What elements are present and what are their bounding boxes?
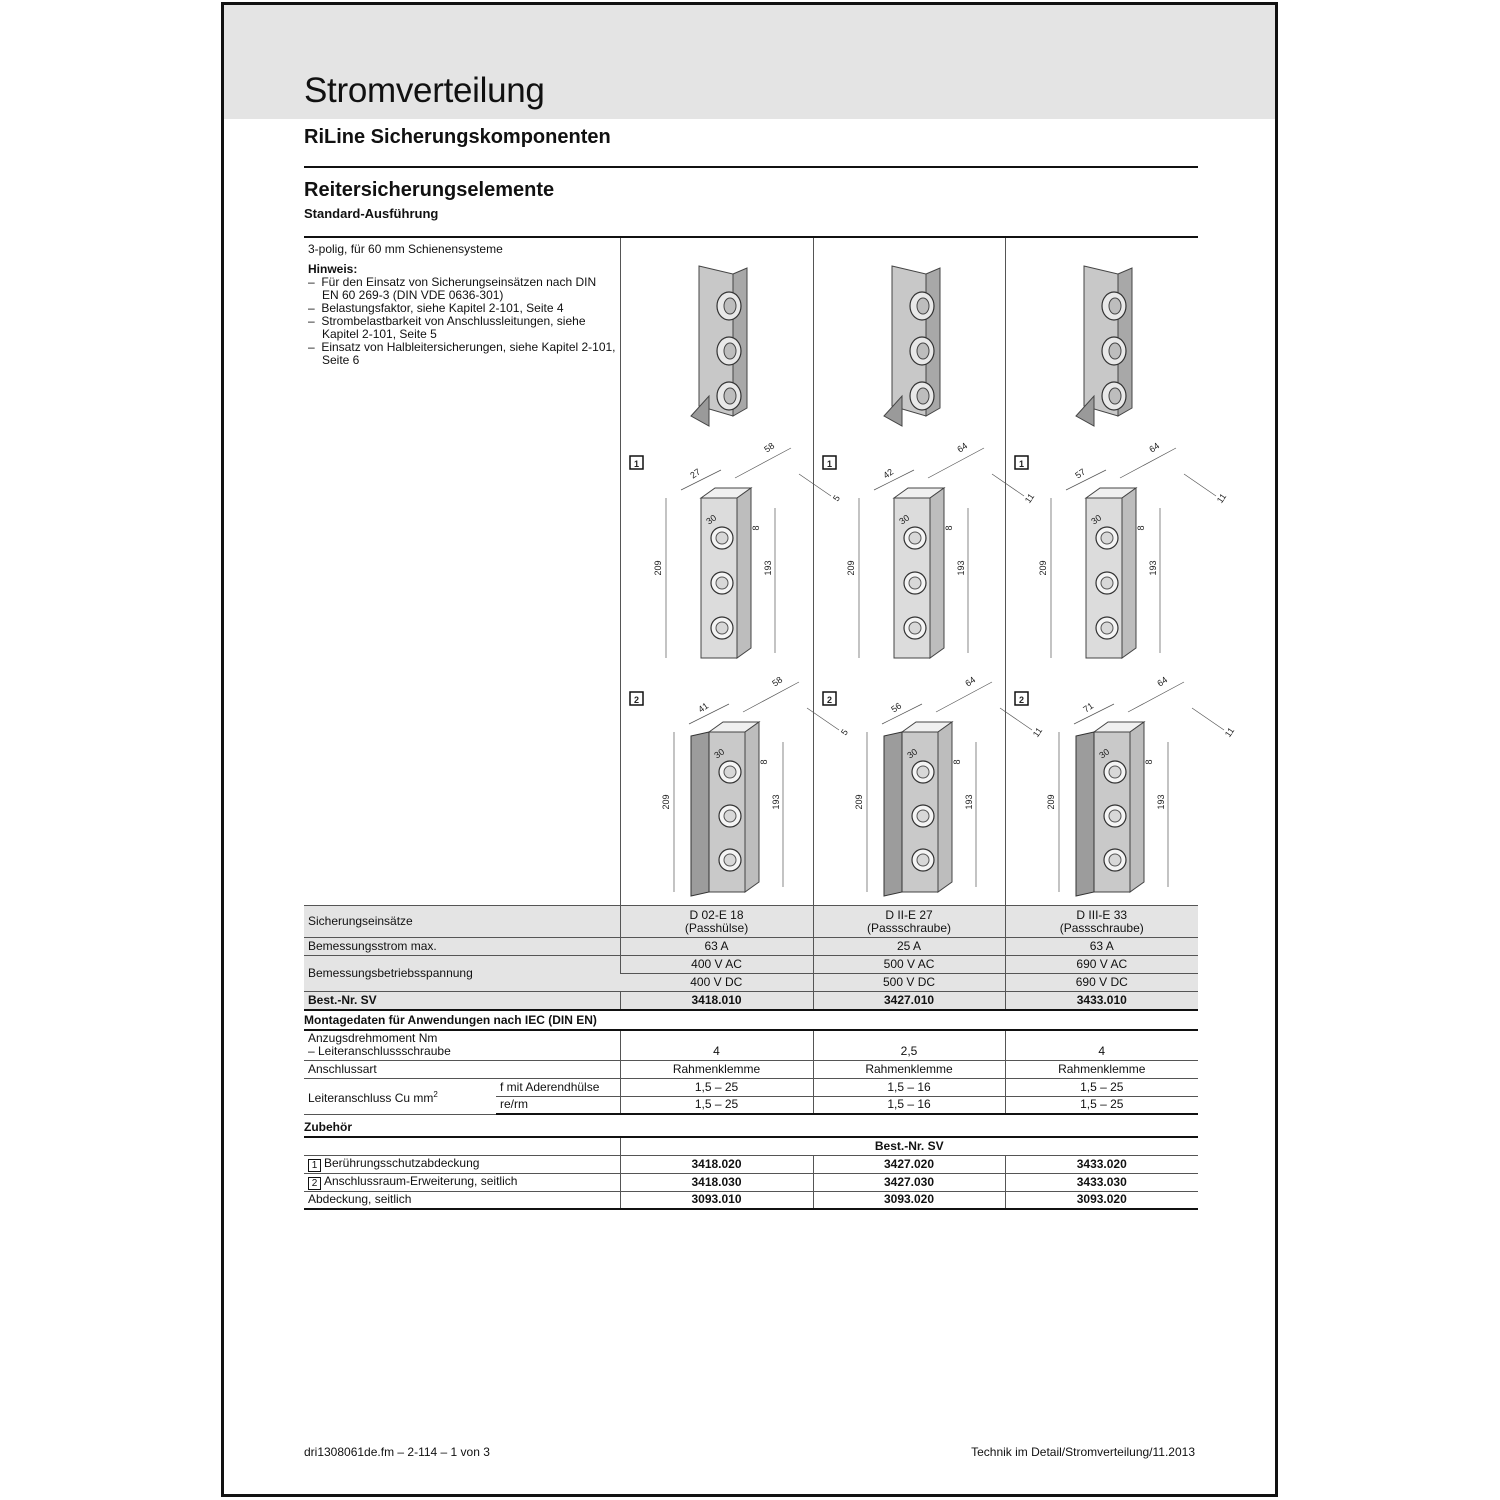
dimension-label: 30: [711, 746, 726, 761]
conn-value: Rahmenklemme: [1005, 1060, 1198, 1078]
voltage-label: Bemessungsbetriebsspannung: [304, 956, 620, 992]
fuse-ring-inner: [1101, 577, 1113, 589]
f-value: 1,5 – 25: [620, 1078, 813, 1096]
intro-line: 3-polig, für 60 mm Schienensysteme: [308, 242, 503, 256]
dimension-label: 57: [1072, 466, 1087, 481]
fuse-ring-inner: [1109, 810, 1121, 822]
hinweis-label: Hinweis:: [308, 262, 358, 276]
dimension-label: 42: [880, 466, 895, 481]
product-render: [1076, 266, 1132, 426]
fuse-ring-inner: [909, 577, 921, 589]
dimension-label: 11: [1222, 725, 1236, 739]
dimension-label: 209: [660, 794, 671, 810]
header-rule: [304, 166, 1198, 168]
conn-value: Rahmenklemme: [620, 1060, 813, 1078]
body-side: [930, 488, 944, 658]
fuse-type: D III-E 33 (Passschraube): [1005, 906, 1198, 938]
render-socket-inner: [724, 298, 736, 314]
render-socket-inner: [917, 343, 929, 359]
conn-value: Rahmenklemme: [813, 1060, 1005, 1078]
acc-order: 3093.020: [1005, 1191, 1198, 1209]
dimension-label: 193: [963, 794, 974, 810]
dimension-label: 8: [750, 525, 761, 531]
voltage-ac: 400 V AC: [620, 956, 813, 974]
product-render: [691, 266, 747, 426]
dimension-label: 193: [770, 794, 781, 810]
acc-order: 3093.020: [813, 1191, 1005, 1209]
current-value: 25 A: [813, 938, 1005, 956]
callout-badge: 2: [308, 1177, 321, 1190]
re-value: 1,5 – 25: [620, 1096, 813, 1114]
dimension-label: 64: [1146, 440, 1161, 455]
acc-order: 3427.020: [813, 1155, 1005, 1173]
body-side: [745, 722, 759, 892]
dimension-label: 71: [1080, 700, 1095, 715]
dimension-label: 209: [1045, 794, 1056, 810]
torque-value: 4: [620, 1030, 813, 1060]
dim-line: [1192, 708, 1224, 730]
dimension-label: 8: [943, 525, 954, 531]
note-item: – Belastungsfaktor, siehe Kapitel 2-101, Seite 4: [308, 301, 564, 315]
fuse-ring-inner: [724, 810, 736, 822]
dimension-label: 209: [652, 560, 663, 576]
section-subtitle: Standard-Ausführung: [304, 206, 439, 221]
dimension-drawing-1: [823, 441, 1036, 658]
render-socket-inner: [917, 388, 929, 404]
side-cover: [1076, 732, 1094, 896]
dimension-label: 56: [888, 700, 903, 715]
dimension-label: 193: [1147, 560, 1158, 576]
note-item: – Für den Einsatz von Sicherungseinsätzen nach DIN EN 60 269-3 (DIN VDE 0636-301): [308, 275, 597, 302]
dimension-label: 209: [845, 560, 856, 576]
dimension-label: 5: [838, 727, 850, 738]
fuse-ring-inner: [716, 532, 728, 544]
dimension-label: 209: [1037, 560, 1048, 576]
note-item: – Strombelastbarkeit von Anschlussleitungen, siehe Kapitel 2-101, Seite 5: [308, 314, 586, 341]
drawing-column: [813, 237, 1044, 906]
acc-label: 2 Anschlussraum-Erweiterung, seitlich: [304, 1173, 620, 1191]
body-side: [737, 488, 751, 658]
dimension-label: 8: [758, 759, 769, 765]
dimension-label: 8: [951, 759, 962, 765]
dimension-label: 30: [904, 746, 919, 761]
acc-empty-header: [304, 1137, 620, 1155]
fuse-ring-inner: [1101, 532, 1113, 544]
current-value: 63 A: [620, 938, 813, 956]
section-title: Reitersicherungselemente: [304, 179, 555, 201]
callout-badge-label: 2: [633, 695, 639, 705]
acc-order: 3427.030: [813, 1173, 1005, 1191]
render-socket-inner: [1109, 388, 1121, 404]
product-render: [884, 266, 940, 426]
acc-order: 3433.030: [1005, 1173, 1198, 1191]
accessories-heading: Zubehör: [304, 1120, 352, 1134]
dimension-label: 41: [695, 700, 710, 715]
dim-line: [1120, 448, 1176, 478]
order-number: 3427.010: [813, 992, 1005, 1010]
side-cover: [884, 732, 902, 896]
render-socket-inner: [724, 388, 736, 404]
dimension-label: 58: [769, 674, 784, 689]
torque-value: 2,5: [813, 1030, 1005, 1060]
torque-value: 4: [1005, 1030, 1198, 1060]
acc-order: 3418.020: [620, 1155, 813, 1173]
footer-source: Technik im Detail/Stromverteilung/11.2013: [971, 1445, 1195, 1459]
spec-table: [304, 236, 1236, 1011]
fuse-type: D II-E 27 (Passschraube): [813, 906, 1005, 938]
dimension-label: 58: [761, 440, 776, 455]
voltage-ac: 690 V AC: [1005, 956, 1198, 974]
dimension-drawing-2: [1015, 675, 1236, 896]
body-side: [1122, 488, 1136, 658]
callout-badge-label: 1: [826, 459, 832, 469]
conductor-label: Leiteranschluss Cu $mm^2$: [304, 1078, 496, 1114]
page-subtitle: RiLine Sicherungskomponenten: [304, 126, 611, 148]
fuse-ring-inner: [917, 810, 929, 822]
f-value: 1,5 – 16: [813, 1078, 1005, 1096]
fuse-ring-inner: [716, 577, 728, 589]
dim-line: [1184, 474, 1216, 496]
voltage-dc: 690 V DC: [1005, 974, 1198, 992]
page-title: Stromverteilung: [304, 71, 545, 110]
dimension-label: 30: [1096, 746, 1111, 761]
re-value: 1,5 – 25: [1005, 1096, 1198, 1114]
drawing-svg: [621, 238, 850, 905]
fuse-ring-inner: [724, 854, 736, 866]
order-number: 3418.010: [620, 992, 813, 1010]
drawing-svg: [814, 238, 1044, 905]
voltage-dc: 400 V DC: [620, 974, 813, 992]
fuse-ring-inner: [1101, 622, 1113, 634]
callout-badge-label: 1: [633, 459, 639, 469]
dimension-label: 5: [830, 493, 842, 504]
acc-order: 3093.010: [620, 1191, 813, 1209]
dim-line: [743, 682, 799, 712]
fuse-ring-inner: [909, 532, 921, 544]
dim-line: [1128, 682, 1184, 712]
callout-badge-label: 1: [1018, 459, 1024, 469]
voltage-dc: 500 V DC: [813, 974, 1005, 992]
callout-badge-label: 2: [826, 695, 832, 705]
callout-badge: 1: [308, 1159, 321, 1172]
body-side: [938, 722, 952, 892]
drawing-svg: [1006, 238, 1236, 905]
acc-label: 1 Berührungsschutzabdeckung: [304, 1155, 620, 1173]
dimension-label: 64: [1154, 674, 1169, 689]
fuse-ring-inner: [917, 854, 929, 866]
body-side: [1130, 722, 1144, 892]
dim-line: [735, 448, 791, 478]
render-socket-inner: [1109, 298, 1121, 314]
fuse-ring-inner: [724, 766, 736, 778]
dimension-drawing-1: [1015, 441, 1228, 658]
dimension-label: 193: [955, 560, 966, 576]
dimension-label: 8: [1143, 759, 1154, 765]
dim-line: [928, 448, 984, 478]
f-label: f mit Aderendhülse: [496, 1078, 620, 1096]
note-item: – Einsatz von Halbleitersicherungen, siehe Kapitel 2-101, Seite 6: [308, 340, 616, 367]
torque-label: Anzugsdrehmoment Nm – Leiteranschlussschraube: [304, 1030, 620, 1060]
dim-line: [936, 682, 992, 712]
render-socket-inner: [724, 343, 736, 359]
dimension-label: 30: [1088, 512, 1103, 527]
fuse-ring-inner: [909, 622, 921, 634]
accessories-table: [304, 1136, 1198, 1210]
dimension-label: 193: [762, 560, 773, 576]
footer-file-ref: dri1308061de.fm – 2-114 – 1 von 3: [304, 1445, 490, 1459]
drawing-column: [620, 237, 850, 906]
drawing-column: [1005, 237, 1236, 906]
acc-order: 3418.030: [620, 1173, 813, 1191]
fuse-ring-inner: [1109, 854, 1121, 866]
acc-order: 3433.020: [1005, 1155, 1198, 1173]
render-socket-inner: [917, 298, 929, 314]
fuse-ring-inner: [917, 766, 929, 778]
callout-badge-label: 2: [1018, 695, 1024, 705]
render-socket-inner: [1109, 343, 1121, 359]
fuse-label: Sicherungseinsätze: [304, 906, 620, 938]
side-cover: [691, 732, 709, 896]
dimension-label: 11: [1022, 491, 1036, 505]
voltage-ac: 500 V AC: [813, 956, 1005, 974]
order-number: 3433.010: [1005, 992, 1198, 1010]
acc-label: Abdeckung, seitlich: [304, 1191, 620, 1209]
f-value: 1,5 – 25: [1005, 1078, 1198, 1096]
dimension-label: 27: [687, 466, 702, 481]
dimension-label: 30: [703, 512, 718, 527]
notes-list: [308, 276, 616, 367]
dimension-label: 64: [962, 674, 977, 689]
dimension-label: 11: [1214, 491, 1228, 505]
dimension-label: 64: [954, 440, 969, 455]
current-value: 63 A: [1005, 938, 1198, 956]
mounting-table: [304, 1029, 1198, 1115]
order-label: Best.-Nr. SV: [304, 992, 620, 1010]
document-page: [221, 2, 1278, 1497]
dimension-label: 11: [1030, 725, 1044, 739]
fuse-ring-inner: [1109, 766, 1121, 778]
fuse-type: D 02-E 18 (Passhülse): [620, 906, 813, 938]
mounting-heading: Montagedaten für Anwendungen nach IEC (DIN EN): [304, 1013, 597, 1027]
re-label: re/rm: [496, 1096, 620, 1114]
dimension-drawing-1: [630, 441, 842, 658]
acc-order-header: Best.-Nr. SV: [620, 1137, 1198, 1155]
conn-label: Anschlussart: [304, 1060, 620, 1078]
intro-cell: [304, 237, 620, 906]
dimension-label: 30: [896, 512, 911, 527]
dimension-label: 193: [1155, 794, 1166, 810]
current-label: Bemessungsstrom max.: [304, 938, 620, 956]
dimension-label: 8: [1135, 525, 1146, 531]
dimension-label: 209: [853, 794, 864, 810]
re-value: 1,5 – 16: [813, 1096, 1005, 1114]
fuse-ring-inner: [716, 622, 728, 634]
